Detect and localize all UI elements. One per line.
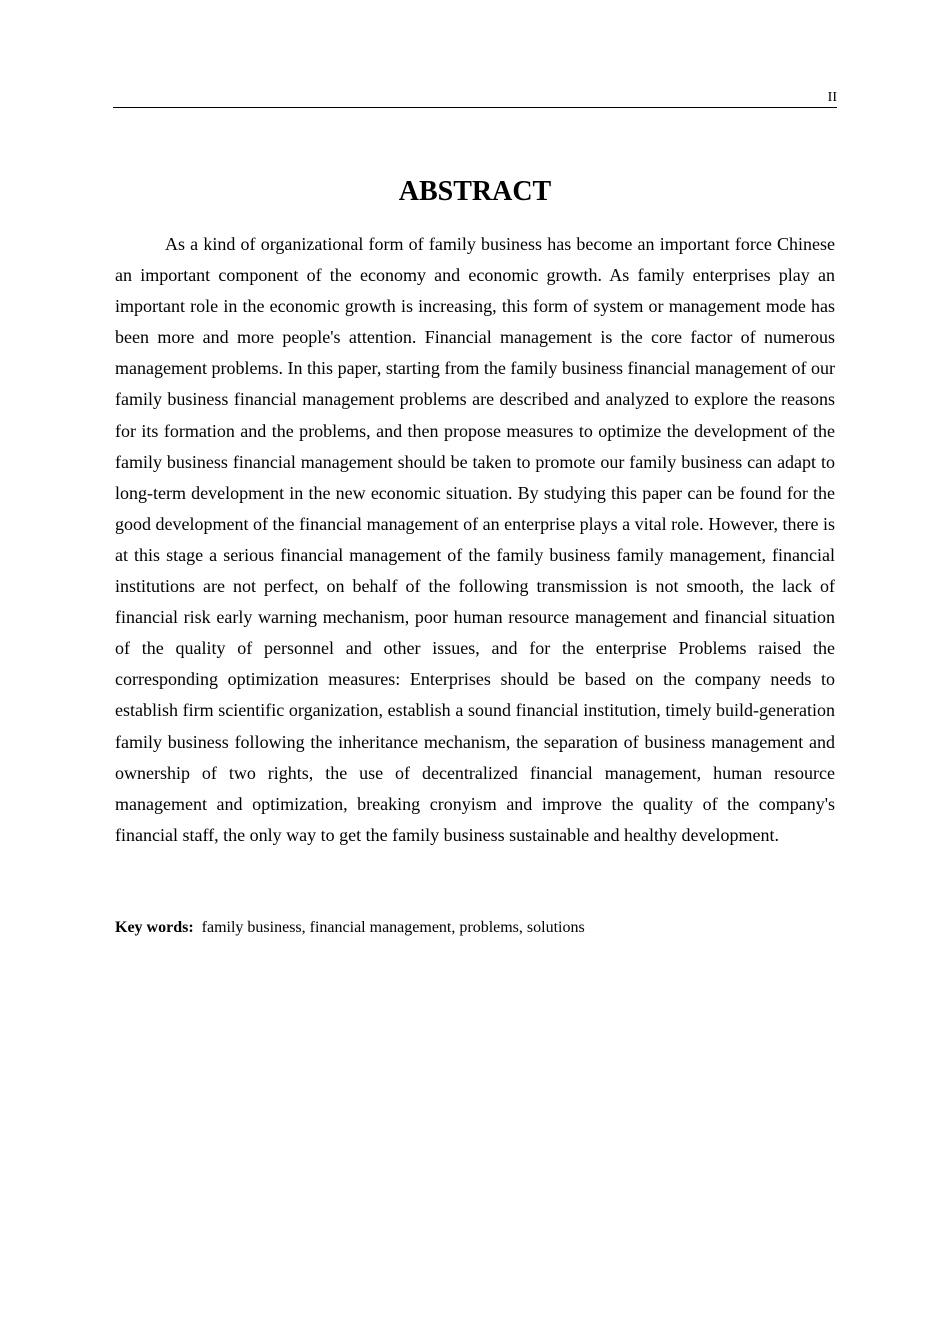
- keywords-line: [115, 917, 835, 939]
- keywords-label: Key words:: [115, 919, 194, 936]
- page-title: ABSTRACT: [398, 176, 552, 207]
- header-rule: [113, 107, 837, 108]
- abstract-body: As a kind of organizational form of family business has become an important force Chinese an important component of the economy and economic growth. As family enterprises play an important role in the economic growth is increasing, this form of system or management mode has been more and more people's attention. Financial management is the core factor of numerous management problems. In this paper, starting from the family business financial management of our family business financial management problems are described and analyzed to explore the reasons for its formation and the problems, and then propose measures to optimize the development of the family business financial management should be taken to promote our family business can adapt to long-term development in the new economic situation. By studying this paper can be found for the good development of the financial management of an enterprise plays a vital role. However, there is at this stage a serious financial management of the family business family management, financial institutions are not perfect, on behalf of the following transmission is not smooth, the lack of financial risk early warning mechanism, poor human resource management and financial situation of the quality of personnel and other issues, and for the enterprise Problems raised the corresponding optimization measures: Enterprises should be based on the company needs to establish firm scientific organization, establish a sound financial institution, timely build-generation family business following the inheritance mechanism, the separation of business management and ownership of two rights, the use of decentralized financial management, human resource management and optimization, breaking cronyism and improve the quality of the company's financial staff, the only way to get the family business sustainable and healthy development.: [115, 234, 835, 845]
- page-number: II: [827, 90, 837, 105]
- keywords-value: family business, financial management, problems, solutions: [201, 919, 585, 936]
